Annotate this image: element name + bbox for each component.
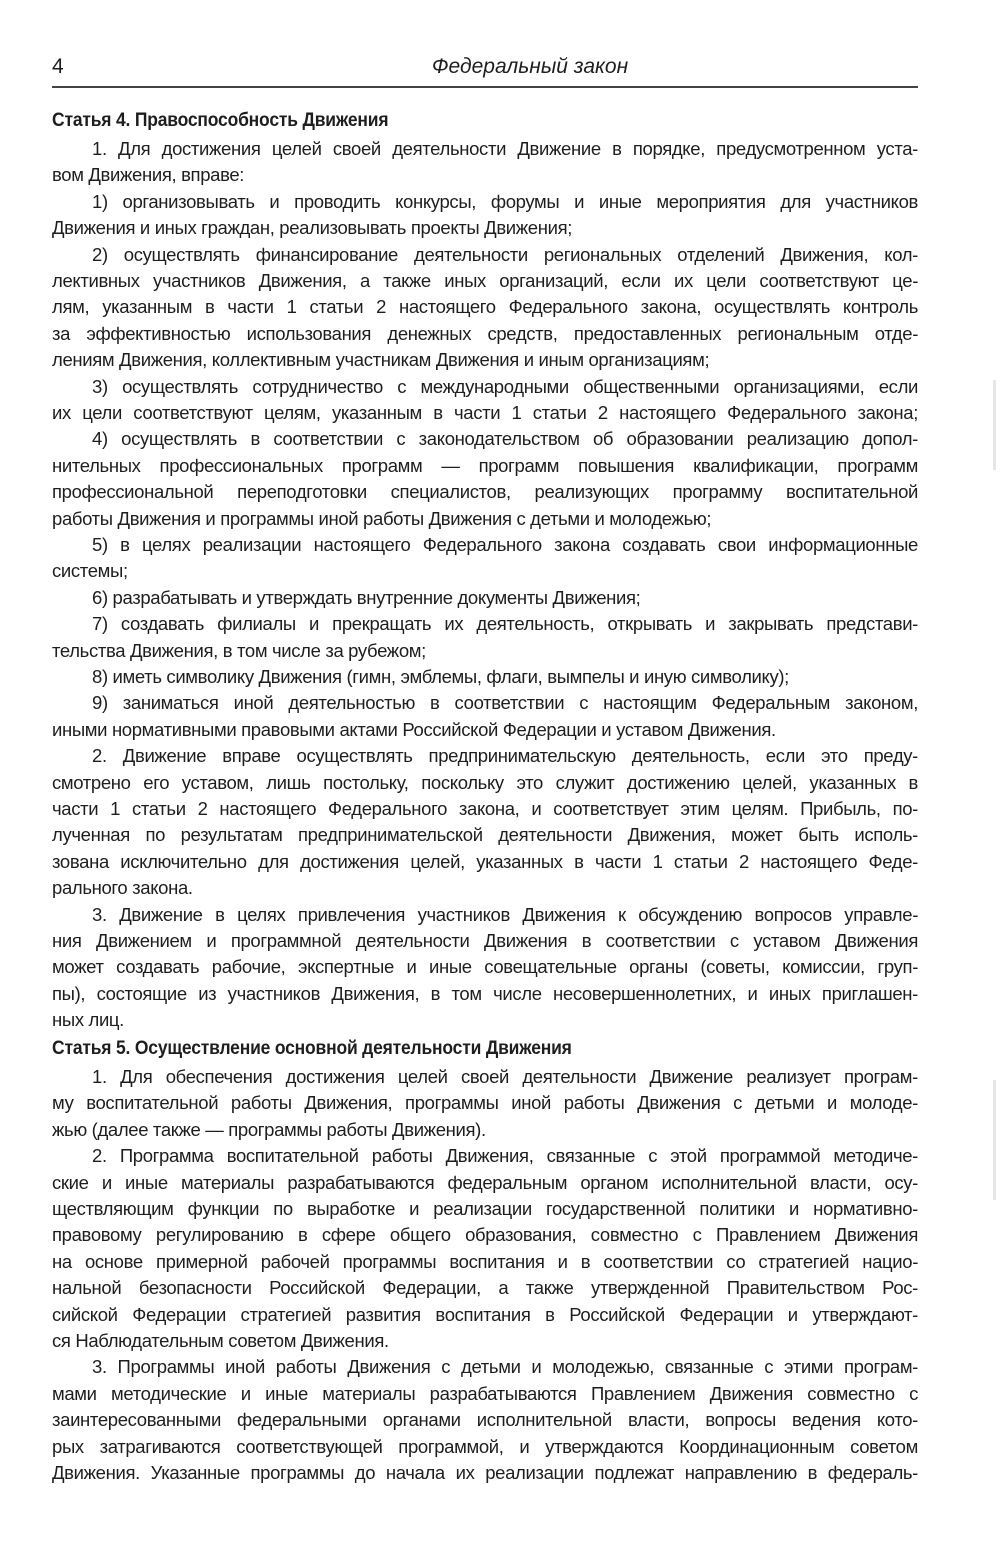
text-line: жью (далее также — программы работы Движения). [52, 1118, 486, 1140]
text-line: 3) осуществлять сотрудничество с международными общественными организациями, если [92, 375, 918, 397]
text-line: тельства Движения, в том числе за рубежом; [52, 639, 426, 661]
article-5-heading: Статья 5. Осуществление основной деятельности Движения [52, 1038, 572, 1059]
text-line: ных лиц. [52, 1009, 124, 1031]
text-line: их цели соответствуют целям, указанным в части 1 статьи 2 настоящего Федерального закона; [52, 402, 918, 423]
text-line: сийской Федерации стратегией развития воспитания в Российской Федерации и утверждают- [52, 1303, 918, 1325]
text-line: 9) заниматься иной деятельностью в соответствии с настоящим Федеральным законом, [92, 692, 918, 714]
text-line: системы; [52, 560, 128, 582]
text-line: нальной безопасности Российской Федерации, а также утвержденной Правительством Рос- [52, 1277, 918, 1299]
text-line: лениям Движения, коллективным участникам Движения и иным организациям; [52, 349, 710, 371]
scan-edge-shadow [993, 380, 996, 470]
text-line: за эффективностью использования денежных средств, предоставленных региональным отде- [52, 322, 918, 344]
text-line: лям, указанным в части 1 статьи 2 настоящего Федерального закона, осуществлять контроль [52, 296, 918, 318]
text-line: зована исключительно для достижения целей, указанных в части 1 статьи 2 настоящего Феде- [52, 850, 918, 872]
text-line: му воспитательной работы Движения, программы иной работы Движения с детьми и молоде- [52, 1092, 918, 1114]
text-line: 8) иметь символику Движения (гимн, эмблемы, флаги, вымпелы и иную символику); [92, 666, 789, 687]
text-line: лученная по результатам предпринимательской деятельности Движения, может быть исполь- [52, 824, 918, 846]
text-line: части 1 статьи 2 настоящего Федерального закона, и соответствует этим целям. Прибыль, по- [52, 798, 918, 819]
text-line: правовому регулированию в сфере общего образования, совместно с Правлением Движения [52, 1224, 918, 1246]
text-line: ся Наблюдательным советом Движения. [52, 1330, 389, 1351]
text-line: вом Движения, вправе: [52, 164, 245, 186]
running-header [52, 52, 918, 88]
article-4-heading: Статья 4. Правоспособность Движения [52, 110, 389, 131]
text-line: мами методические и иные материалы разрабатываются Правлением Движения совместно с [52, 1382, 918, 1404]
running-title: Федеральный закон [431, 55, 629, 78]
text-line: 1. Для достижения целей своей деятельности Движение в порядке, предусмотренном уста- [92, 138, 918, 159]
text-line: заинтересованными федеральными органами исполнительной власти, вопросы ведения кото- [52, 1409, 918, 1431]
text-line: ществляющим функции по выработке и реализации государственной политики и нормативно- [52, 1198, 918, 1219]
text-line: 5) в целях реализации настоящего Федерального закона создавать свои информационные [92, 534, 918, 555]
text-line: работы Движения и программы иной работы Движения с детьми и молодежью; [52, 507, 712, 529]
text-line: лективных участников Движения, а также иных организаций, если их цели соответствуют це- [52, 270, 918, 291]
text-line: 2) осуществлять финансирование деятельности региональных отделений Движения, кол- [92, 243, 918, 265]
text-line: на основе примерной рабочей программы воспитания и в соответствии со стратегией нацио- [52, 1250, 918, 1272]
text-line: 6) разрабатывать и утверждать внутренние документы Движения; [92, 586, 641, 608]
text-line: 3. Программы иной работы Движения с детьми и молодежью, связанные с этими програм- [92, 1356, 918, 1378]
scan-edge-shadow [993, 1080, 996, 1200]
text-line: 1. Для обеспечения достижения целей своей деятельности Движение реализует програм- [92, 1066, 918, 1087]
text-line: смотрено его уставом, лишь постольку, поскольку это служит достижению целей, указанных в [52, 771, 918, 793]
text-line: 2. Движение вправе осуществлять предпринимательскую деятельность, если это преду- [92, 745, 918, 767]
page-number: 4 [52, 55, 64, 78]
text-line: ния Движением и программной деятельности Движения в соответствии с уставом Движения [52, 930, 918, 951]
text-line: может создавать рабочие, экспертные и иные совещательные органы (советы, комиссии, груп- [52, 956, 918, 978]
text-line: 4) осуществлять в соответствии с законодательством об образовании реализацию допол- [92, 428, 918, 450]
text-line: 2. Программа воспитательной работы Движения, связанные с этой программой методиче- [92, 1145, 918, 1167]
text-line: 3. Движение в целях привлечения участников Движения к обсуждению вопросов управле- [92, 903, 918, 925]
text-line: профессиональной переподготовки специалистов, реализующих программу воспитательной [52, 481, 918, 503]
text-line: 7) создавать филиалы и прекращать их деятельность, открывать и закрывать представи- [92, 613, 918, 635]
text-line: нительных профессиональных программ — программ повышения квалификации, программ [52, 454, 918, 476]
text-line: рального закона. [52, 877, 193, 899]
text-line: Движения и иных граждан, реализовывать проекты Движения; [52, 217, 573, 239]
text-line: пы), состоящие из участников Движения, в том числе несовершеннолетних, и иных приглашен- [52, 982, 918, 1004]
text-line: ские и иные материалы разрабатываются федеральным органом исполнительной власти, осу- [52, 1171, 918, 1193]
text-line: иными нормативными правовыми актами Российской Федерации и уставом Движения. [52, 718, 776, 740]
text-line: 1) организовывать и проводить конкурсы, форумы и иные мероприятия для участников [92, 190, 918, 212]
text-line: Движения. Указанные программы до начала их реализации подлежат направлению в федераль- [52, 1462, 918, 1483]
text-line: рых затрагиваются соответствующей программой, и утверждаются Координационным советом [52, 1435, 918, 1457]
